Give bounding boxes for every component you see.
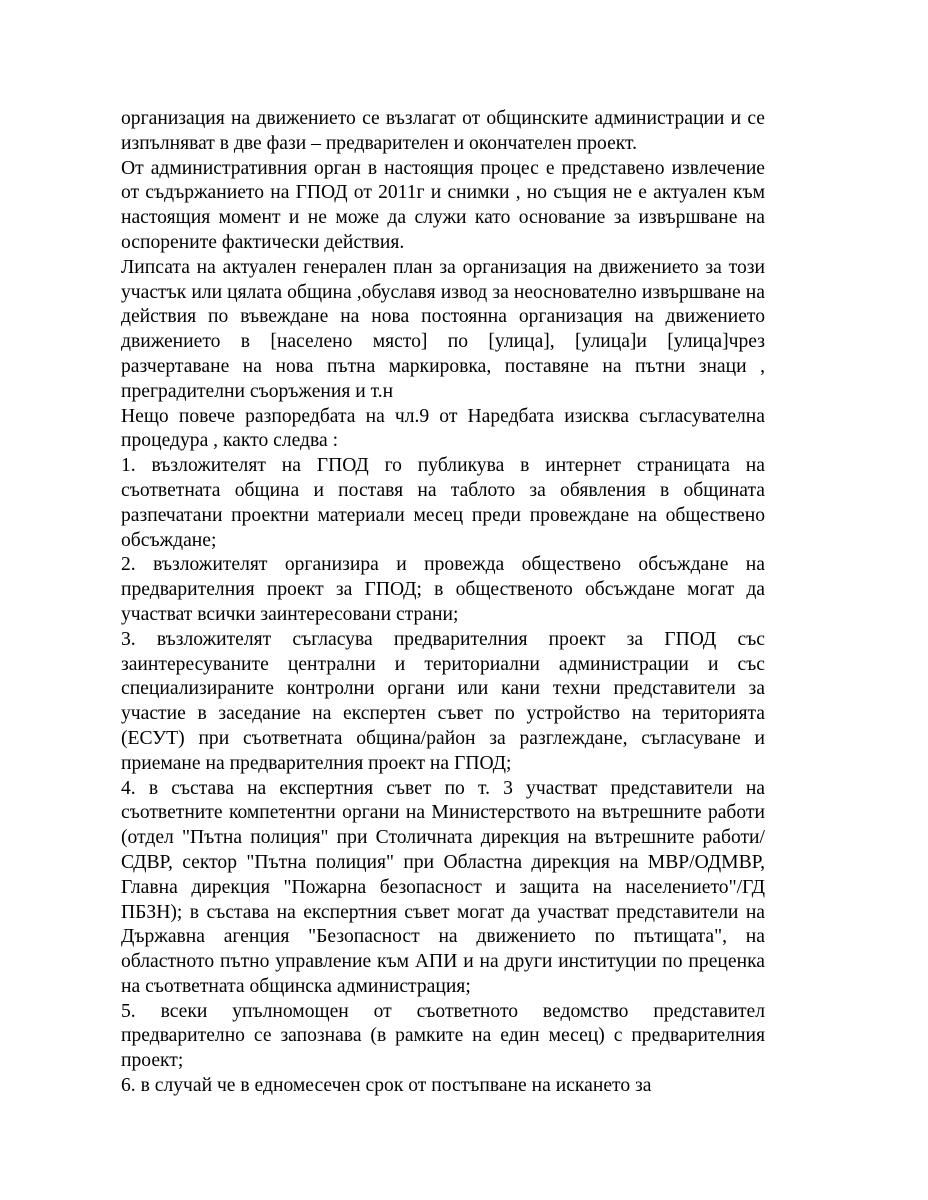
paragraph-coordination-procedure: Нещо повече разпоредбата на чл.9 от Наредбата изисква съгласувателна процедура , както следва : <box>121 405 765 452</box>
list-item-6: 6. в случай че в едномесечен срок от постъпване на искането за <box>121 1075 652 1097</box>
list-item-1: 1. възложителят на ГПОД го публикува в интернет страницата на съответната община и поставя на таблото за обявления в общината разпечатани проектни материали месец преди провеждане на обществено обсъждане; <box>121 455 765 551</box>
list-item-2: 2. възложителят организира и провежда обществено обсъждане на предварителния проект за ГПОД; в общественото обсъждане могат да участват всички заинтересовани страни; <box>121 554 765 625</box>
list-item-5: 5. всеки упълномощен от съответното ведомство представител предварително се запознава (в рамките на един месец) с предварителния проект; <box>121 1000 765 1072</box>
list-item-4: 4. в състава на експертния съвет по т. 3 участват представители на съответните компетентни органи на Министерството на вътрешните работи (отдел "Пътна полиция" при Столичната дирекция на вътрешните работи/СДВР, сектор "Пътна полиция" при Областна дирекция на МВР/ОДМВР, Главна дирекция "Пожарна безопасност и защита на населението"/ГД ПБЗН); в състава на експертния съвет могат да участват представители на Държавна агенция "Безопасност на движението по пътищата", на областното пътно управление към АПИ и на други институции по преценка на съответната общинска администрация; <box>121 777 765 997</box>
list-item-3: 3. възложителят съгласува предварителния проект за ГПОД със заинтересуваните централни и териториални администрации и със специализираните контролни органи или кани техни представители за участие в заседание на експертен съвет по устройство на територията (ЕСУТ) при съответната община/район за разглеждане, съгласуване и приемане на предварителния проект на ГПОД; <box>121 628 765 774</box>
paragraph-gpod-extract: От административния орган в настоящия процес е представено извлечение от съдържанието на ГПОД от 2011г и снимки , но същия не е актуален към настоящия момент и не може да служи като основание за извършване на оспорените фактически действия. <box>121 157 765 253</box>
document-body <box>121 107 765 1099</box>
paragraph-missing-general-plan: Липсата на актуален генерален план за организация на движението за този участък или цялата община ,обуславя извод за неоснователно извършване на действия по въвеждане на нова постоянна организация на движението движението в [населено място] по [улица], [улица]и [улица]чрез разчертаване на нова пътна маркировка, поставяне на пътни знаци , преградителни съоръжения и т.н <box>121 256 765 402</box>
paragraph-traffic-organization-phases: организация на движението се възлагат от общинските администрации и се изпълняват в две фази – предварителен и окончателен проект. <box>121 108 765 154</box>
